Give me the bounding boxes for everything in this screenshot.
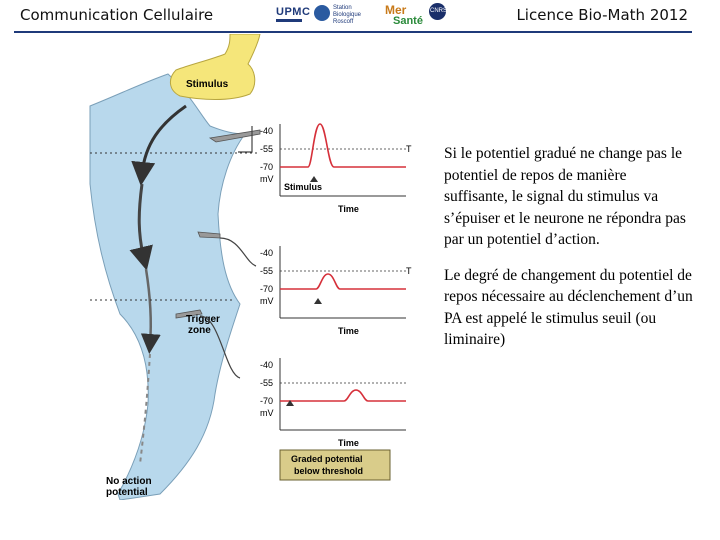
header-program-title: Licence Bio-Math 2012 — [516, 6, 688, 24]
svg-text:-70: -70 — [260, 284, 274, 294]
header-course-title: Communication Cellulaire — [20, 6, 214, 24]
time-label-1: Time — [338, 204, 359, 214]
stimulus-label: Stimulus — [186, 79, 229, 90]
sante-logo-text: Santé — [393, 15, 423, 27]
trigger-zone-label-1: Trigger — [186, 314, 220, 325]
recording-panel-3 — [260, 358, 406, 448]
svg-text:-55: -55 — [260, 266, 274, 276]
explanation-text — [444, 143, 694, 365]
svg-text:-40: -40 — [260, 248, 274, 258]
time-label-3: Time — [338, 438, 359, 448]
header-divider — [14, 31, 692, 33]
tick-70: -70 — [260, 162, 274, 172]
tick-40: -40 — [260, 126, 274, 136]
logo-strip — [272, 2, 472, 30]
svg-text:T: T — [406, 266, 412, 276]
svg-text:mV: mV — [260, 296, 274, 306]
caption-line-1: Graded potential — [291, 454, 363, 464]
no-ap-label-1: No action — [106, 476, 152, 487]
tick-55: -55 — [260, 144, 274, 154]
recording-panel-2 — [260, 246, 412, 336]
tick-mv: mV — [260, 174, 274, 184]
paragraph-graded-potential: Si le potentiel gradué ne change pas le potentiel de repos de manière suffisante, le signal du stimulus va s’épuiser et le neurone ne répondra pas par un potentiel d’action. — [444, 145, 686, 248]
threshold-marker-1: T — [406, 144, 412, 154]
mer-logo-text: Mer — [385, 3, 407, 17]
cnrs-logo-text: CNRS — [430, 8, 448, 14]
trace-2 — [280, 274, 406, 289]
paragraph-threshold-stimulus: Le degré de changement du potentiel de repos nécessaire au déclenchement d’un PA est appelé le stimulus seuil (ou liminaire) — [444, 266, 693, 348]
upmc-logo: UPMC — [276, 6, 311, 18]
svg-text:-55: -55 — [260, 378, 274, 388]
connector-2 — [220, 238, 256, 266]
trigger-zone-label-2: zone — [188, 325, 211, 336]
upmc-logo-bar — [276, 19, 302, 22]
svg-text:mV: mV — [260, 408, 274, 418]
graded-potential-figure — [80, 34, 420, 500]
caption-line-2: below threshold — [294, 466, 364, 476]
trace-3 — [280, 390, 406, 401]
svg-text:-70: -70 — [260, 396, 274, 406]
svg-text:-40: -40 — [260, 360, 274, 370]
station-logo-text: Station Biologique Roscoff — [333, 5, 362, 25]
stimulus-axis-label: Stimulus — [284, 182, 323, 192]
recording-panel-1 — [260, 124, 412, 214]
time-label-2: Time — [338, 326, 359, 336]
station-logo-icon — [314, 5, 330, 21]
trace-1 — [280, 124, 406, 167]
no-ap-label-2: potential — [106, 487, 148, 498]
